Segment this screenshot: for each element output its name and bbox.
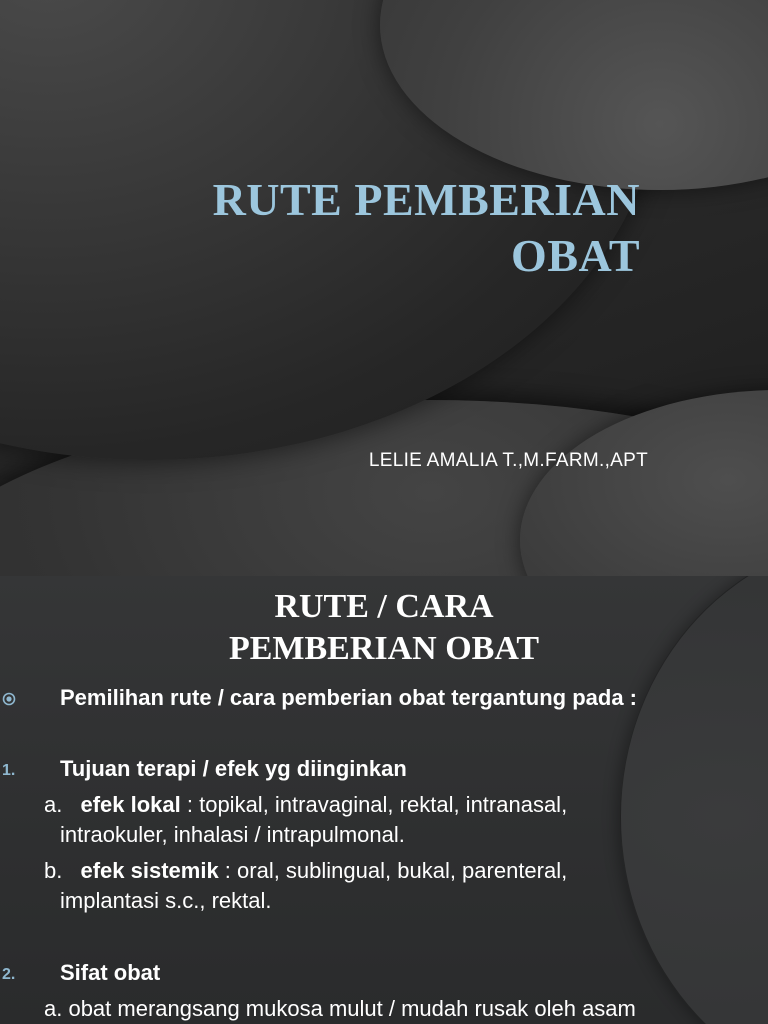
list-item-heading: Sifat obat <box>60 960 161 985</box>
slide-title-line: OBAT <box>511 230 640 281</box>
circle-dot-icon <box>2 692 16 706</box>
slide-title-line: PEMBERIAN OBAT <box>228 630 540 667</box>
slide-title-line: RUTE PEMBERIAN <box>212 174 640 225</box>
slide-title <box>120 172 640 284</box>
sub-item-term: efek sistemik <box>80 858 219 883</box>
sub-item-continuation: implantasi s.c., rektal. <box>60 888 272 913</box>
list-number: 2. <box>2 966 16 983</box>
slide-title-line: RUTE / CARA <box>274 588 494 625</box>
sub-item-continuation: intraokuler, inhalasi / intrapulmonal. <box>60 822 405 847</box>
intro-text: Pemilihan rute / cara pemberian obat tergantung pada : <box>60 685 638 710</box>
sub-item-letter: b. <box>44 858 63 883</box>
sub-item-text: : oral, sublingual, bukal, parenteral, <box>218 858 568 883</box>
sub-item: a. obat merangsang mukosa mulut / mudah rusak oleh asam <box>44 996 636 1021</box>
list-item-heading: Tujuan terapi / efek yg diinginkan <box>60 756 407 781</box>
author-name: LELIE AMALIA T.,M.FARM.,APT <box>368 450 648 471</box>
slide-title <box>0 586 768 670</box>
sub-item <box>44 790 567 820</box>
sub-item-text: : topikal, intravaginal, rektal, intranasal, <box>180 792 568 817</box>
list-number: 1. <box>2 762 16 779</box>
sub-item-term: efek lokal <box>80 792 181 817</box>
sub-item-letter: a. <box>44 792 63 817</box>
content-slide <box>0 576 768 1024</box>
sub-item <box>44 856 567 886</box>
